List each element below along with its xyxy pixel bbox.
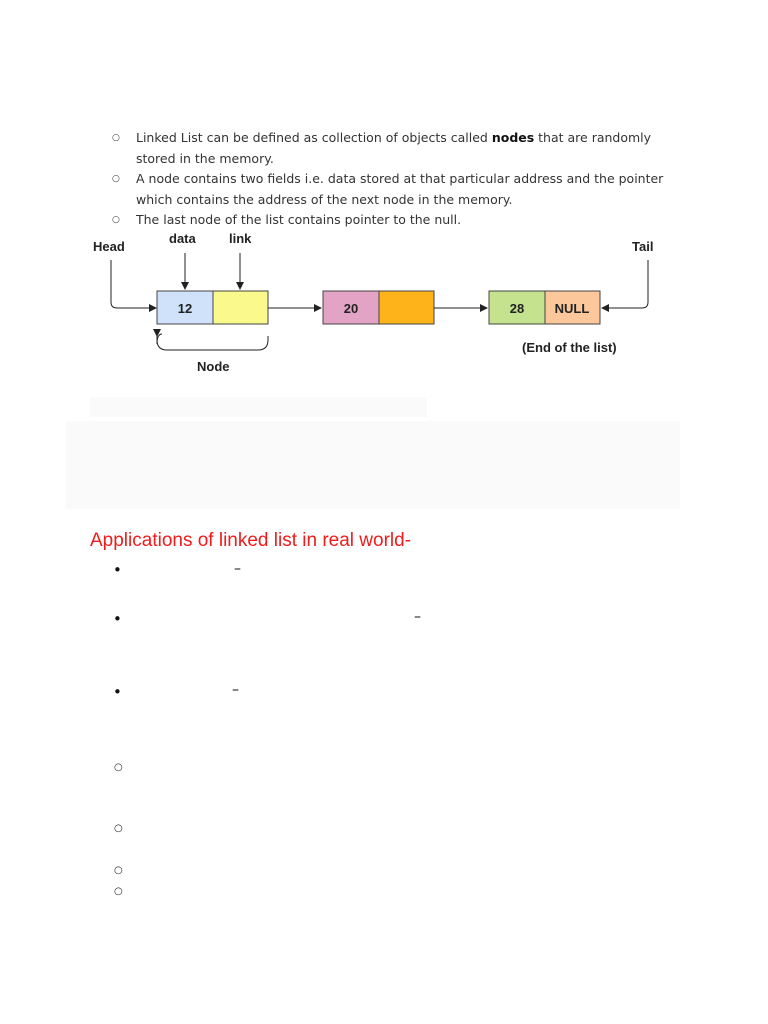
node-value: 28	[509, 301, 525, 316]
head-arrow	[111, 260, 156, 308]
intro-text: that are randomly stored in the memory.	[136, 130, 652, 166]
blank-code-area	[66, 421, 680, 509]
bullet-icon: •	[113, 561, 122, 579]
end-of-list-label: (End of the list)	[522, 340, 617, 355]
dash-separator: –	[232, 682, 239, 698]
node-label: Node	[197, 359, 230, 374]
circle-bullet-icon: ○	[114, 762, 123, 773]
intro-text: Linked List can be defined as collection of objects called	[136, 130, 492, 145]
circle-bullet-icon: ○	[112, 215, 120, 225]
applications-heading: Applications of linked list in real world-	[90, 530, 412, 551]
dash-separator: –	[414, 609, 421, 625]
intro-text: A node contains two fields i.e. data stored at that particular address and the pointer which contains the address of the next node in the memory.	[136, 171, 664, 207]
node-value: 20	[343, 301, 359, 316]
bullet-icon: •	[113, 610, 122, 628]
bullet-icon: •	[113, 683, 122, 701]
circle-bullet-icon: ○	[112, 133, 120, 143]
intro-bold-text: nodes	[491, 130, 535, 145]
link-label: link	[229, 231, 252, 246]
circle-bullet-icon: ○	[112, 174, 120, 184]
null-pointer-label: NULL	[554, 301, 590, 316]
linked-list-diagram	[0, 226, 768, 386]
brace-left-end	[157, 334, 162, 344]
circle-bullet-icon: ○	[114, 823, 123, 834]
node-3	[489, 291, 600, 324]
circle-bullet-icon: ○	[114, 886, 123, 897]
node-link-cell	[213, 291, 268, 324]
node-link-cell	[379, 291, 434, 324]
tail-arrow	[602, 260, 648, 308]
node-2	[323, 291, 434, 324]
intro-item	[112, 128, 682, 169]
circle-bullet-icon: ○	[114, 865, 123, 876]
intro-text: The last node of the list contains pointer to the null.	[136, 212, 462, 227]
node-value: 12	[177, 301, 193, 316]
node-brace	[157, 336, 268, 350]
blank-band	[90, 397, 427, 417]
intro-item	[112, 169, 682, 210]
tail-label: Tail	[632, 239, 654, 254]
intro-list	[112, 128, 682, 231]
head-label: Head	[93, 239, 125, 254]
dash-separator: –	[234, 561, 241, 577]
node-1	[157, 291, 268, 324]
data-label: data	[169, 231, 196, 246]
